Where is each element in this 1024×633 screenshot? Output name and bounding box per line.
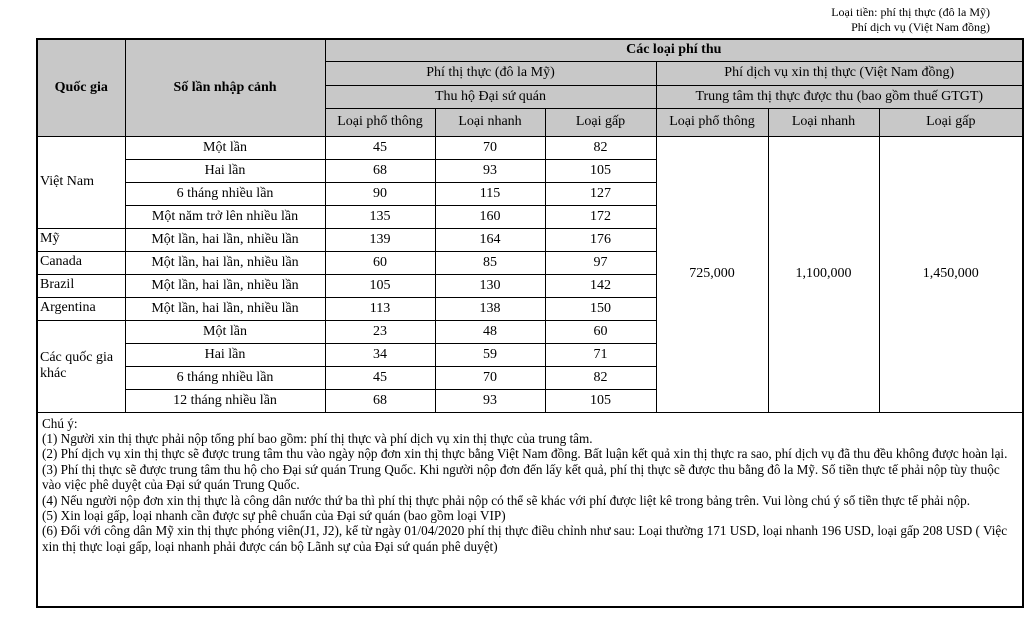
visa-fee-express: 160	[435, 205, 545, 228]
header-row-fee-group	[37, 39, 1023, 61]
header-visa-fee-collector: Thu hộ Đại sứ quán	[325, 85, 656, 108]
visa-fee-regular: 45	[325, 366, 435, 389]
header-service-urgent: Loại gấp	[879, 108, 1023, 136]
visa-fee-urgent: 172	[545, 205, 656, 228]
visa-fee-regular: 139	[325, 228, 435, 251]
service-fee-urgent: 1,450,000	[879, 136, 1023, 412]
entries-cell: Một lần	[125, 136, 325, 159]
note-item-6: (6) Đối với công dân Mỹ xin thị thực phóng viên(J1, J2), kể từ ngày 01/04/2020 phí thị thực điều chỉnh như sau: Loại thường 171 USD, loại nhanh 196 USD, loại gấp 208 USD ( Việc xin thị thực loại gấp, loại nhanh phải được cán bộ Lãnh sự của Đại sứ quán phê duyệt)	[42, 523, 1008, 554]
header-visa-regular: Loại phổ thông	[325, 108, 435, 136]
service-fee-express: 1,100,000	[768, 136, 879, 412]
visa-fee-express: 70	[435, 366, 545, 389]
header-service-fee-group: Phí dịch vụ xin thị thực (Việt Nam đồng)	[656, 61, 1023, 85]
visa-fee-urgent: 82	[545, 366, 656, 389]
entries-cell: Hai lần	[125, 159, 325, 182]
country-cell-brazil: Brazil	[37, 274, 125, 297]
visa-fee-express: 115	[435, 182, 545, 205]
country-cell-canada: Canada	[37, 251, 125, 274]
header-visa-urgent: Loại gấp	[545, 108, 656, 136]
country-cell-argentina: Argentina	[37, 297, 125, 320]
entries-cell: 6 tháng nhiều lần	[125, 182, 325, 205]
visa-fee-regular: 34	[325, 343, 435, 366]
visa-fee-urgent: 127	[545, 182, 656, 205]
header-service-regular: Loại phổ thông	[656, 108, 768, 136]
visa-fee-regular: 68	[325, 389, 435, 412]
entries-cell: Một lần, hai lần, nhiều lần	[125, 274, 325, 297]
country-cell-usa: Mỹ	[37, 228, 125, 251]
visa-fee-express: 164	[435, 228, 545, 251]
visa-fee-regular: 23	[325, 320, 435, 343]
header-country: Quốc gia	[37, 39, 125, 136]
currency-note-line1: Loại tiền: phí thị thực (đô la Mỹ)	[831, 5, 990, 19]
visa-fee-urgent: 176	[545, 228, 656, 251]
header-service-express: Loại nhanh	[768, 108, 879, 136]
country-cell-other: Các quốc gia khác	[37, 320, 125, 412]
note-item-4: (4) Nếu người nộp đơn xin thị thực là công dân nước thứ ba thì phí thị thực phải nộp có thể sẽ khác với phí được liệt kê trong bảng trên. Vui lòng chú ý số tiền thực tế phải nộp.	[42, 492, 971, 508]
service-fee-regular: 725,000	[656, 136, 768, 412]
entries-cell: Một lần, hai lần, nhiều lần	[125, 251, 325, 274]
note-item-3: (3) Phí thị thực sẽ được trung tâm thu hộ cho Đại sứ quán Trung Quốc. Khi người nộp đơn đến lấy kết quả, phí thị thực sẽ được thu bằng đô la Mỹ. Số tiền thực tế phải nộp tùy thuộc vào việc phê duyệt của Đại sứ quán Trung Quốc.	[42, 461, 1000, 493]
visa-fee-regular: 113	[325, 297, 435, 320]
visa-fee-express: 93	[435, 159, 545, 182]
note-item-2: (2) Phí dịch vụ xin thị thực sẽ được trung tâm thu vào ngày nộp đơn xin thị thực bằng Việt Nam đồng. Bất luận kết quả xin thị thực ra sao, phí dịch vụ đã thu đều không được hoàn lại.	[42, 446, 1008, 462]
visa-fee-regular: 45	[325, 136, 435, 159]
visa-fee-table	[36, 38, 1024, 608]
visa-fee-urgent: 142	[545, 274, 656, 297]
visa-fee-urgent: 60	[545, 320, 656, 343]
visa-fee-urgent: 105	[545, 159, 656, 182]
visa-fee-express: 130	[435, 274, 545, 297]
currency-note	[831, 5, 990, 35]
entries-cell: Hai lần	[125, 343, 325, 366]
entries-cell: 12 tháng nhiều lần	[125, 389, 325, 412]
country-cell-vietnam: Việt Nam	[37, 136, 125, 228]
header-visa-express: Loại nhanh	[435, 108, 545, 136]
note-item-1: (1) Người xin thị thực phải nộp tổng phí bao gồm: phí thị thực và phí dịch vụ xin thị thực của trung tâm.	[42, 430, 593, 446]
visa-fee-urgent: 97	[545, 251, 656, 274]
visa-fee-regular: 105	[325, 274, 435, 297]
visa-fee-urgent: 105	[545, 389, 656, 412]
entries-cell: Một lần, hai lần, nhiều lần	[125, 228, 325, 251]
note-item-5: (5) Xin loại gấp, loại nhanh cần được sự phê chuẩn của Đại sứ quán (bao gồm loại VIP)	[42, 507, 506, 523]
header-fee-group: Các loại phí thu	[325, 39, 1023, 61]
entries-cell: Một lần, hai lần, nhiều lần	[125, 297, 325, 320]
visa-fee-urgent: 71	[545, 343, 656, 366]
visa-fee-express: 138	[435, 297, 545, 320]
notes-title: Chú ý:	[42, 415, 78, 431]
visa-fee-regular: 60	[325, 251, 435, 274]
visa-fee-regular: 135	[325, 205, 435, 228]
visa-fee-express: 93	[435, 389, 545, 412]
visa-fee-regular: 90	[325, 182, 435, 205]
notes-section	[37, 412, 1023, 607]
visa-fee-express: 70	[435, 136, 545, 159]
notes-row	[37, 412, 1023, 607]
visa-fee-urgent: 150	[545, 297, 656, 320]
table-row	[37, 136, 1023, 159]
entries-cell: 6 tháng nhiều lần	[125, 366, 325, 389]
currency-note-line2: Phí dịch vụ (Việt Nam đồng)	[851, 20, 990, 34]
header-service-fee-collector: Trung tâm thị thực được thu (bao gồm thuế GTGT)	[656, 85, 1023, 108]
entries-cell: Một lần	[125, 320, 325, 343]
visa-fee-urgent: 82	[545, 136, 656, 159]
visa-fee-express: 59	[435, 343, 545, 366]
header-entries: Số lần nhập cảnh	[125, 39, 325, 136]
visa-fee-express: 48	[435, 320, 545, 343]
visa-fee-express: 85	[435, 251, 545, 274]
header-visa-fee-group: Phí thị thực (đô la Mỹ)	[325, 61, 656, 85]
visa-fee-regular: 68	[325, 159, 435, 182]
entries-cell: Một năm trở lên nhiều lần	[125, 205, 325, 228]
